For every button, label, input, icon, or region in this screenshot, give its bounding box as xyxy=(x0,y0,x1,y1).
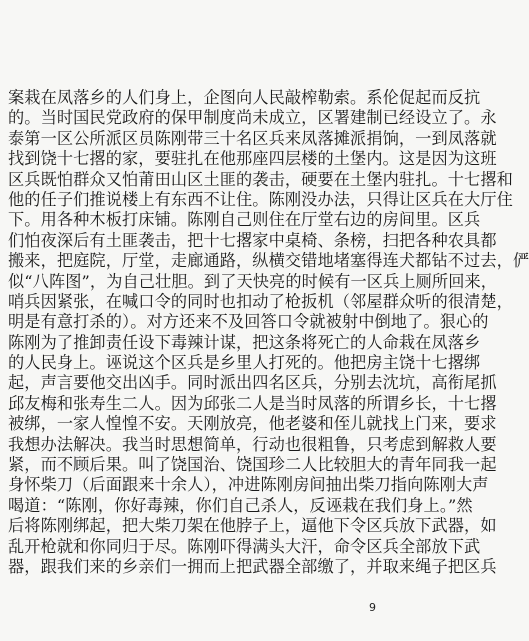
text-line: 身怀柴刀（后面跟来十余人），冲进陈刚房间抽出柴刀指向陈刚大声 xyxy=(8,475,489,495)
text-line: 喝道：“陈刚，你好毒辣，你们自己杀人，反诬栽在我们身上。”然 xyxy=(8,495,473,515)
text-line: 泰第一区公所派区员陈刚带三十名区兵来凤落摊派捐饷，一到凤落就 xyxy=(8,128,497,148)
text-line: 似“八阵图”，为自己壮胆。到了天快亮的时候有一区兵上厕所回来， xyxy=(8,271,498,291)
text-line: 我想办法解决。我当时思想简单，行动也很粗鲁，只考虑到解救人要 xyxy=(8,434,497,454)
text-line: 器，跟我们来的乡亲们一拥而上把武器全部缴了，并取来绳子把区兵 xyxy=(8,556,497,576)
text-line: 的人民身上。诬说这个区兵是乡里人打死的。他把房主饶十七撂绑 xyxy=(8,353,481,373)
text-line: 哨兵因紧张，在喊口令的同时也扣动了枪扳机（邻屋群众听的很清楚， xyxy=(8,291,513,311)
text-line: 明是有意打杀的）。对方还来不及回答口令就被射中倒地了。狠心的 xyxy=(8,312,489,332)
text-line: 找到饶十七撂的家，要驻扎在他那座四层楼的土堡内。这是因为这班 xyxy=(8,149,497,169)
text-line: 们怕夜深后有土匪袭击，把十七撂家中桌椅、条榜，扫把各种农具都 xyxy=(8,230,497,250)
text-line: 紧，而不顾后果。叫了饶国治、饶国珍二人比较胆大的青年同我一起 xyxy=(8,455,497,475)
text-line: 下。用各种木板打床铺。陈刚自己则住在厅堂右边的房间里。区兵 xyxy=(8,210,481,230)
text-line: 他的任子们推说楼上有东西不让住。陈刚没办法，只得让区兵在大厅住 xyxy=(8,189,513,209)
text-line: 陈刚为了推卸责任设下毒辣计谋，把这条将死亡的人命栽在凤落乡 xyxy=(8,332,481,352)
text-line: 邱友梅和张寿生二人。因为邱张二人是当时凤落的所谓乡长，十七撂 xyxy=(8,393,497,413)
text-line: 乱开枪就和你同归于尽。陈刚吓得满头大汗，命令区兵全部放下武 xyxy=(8,536,481,556)
text-line: 被绑，一家人惶惶不安。天刚放亮，他老婆和侄儿就找上门来，要求 xyxy=(8,414,497,434)
text-line: 案栽在凤落乡的人们身上，企图向人民敲榨勒索。系伦促起而反抗 xyxy=(8,88,481,107)
text-line: 区兵既怕群众又怕莆田山区土匪的袭击，硬要在土堡内驻扎。十七撂和 xyxy=(8,169,513,189)
text-line: 起，声言要他交出凶手。同时派出四名区兵，分别去沈坑，高衔尾抓 xyxy=(8,373,497,393)
page-number: 9 xyxy=(369,601,376,614)
text-line: 的。当时国民党政府的保甲制度尚未成立，区署建制已经设立了。永 xyxy=(8,108,497,128)
text-line: 后将陈刚绑起，把大柴刀架在他脖子上，逼他下令区兵放下武器，如 xyxy=(8,516,497,536)
body-text xyxy=(8,88,529,577)
text-line: 搬来，把庭院，厅堂，走廊通路，纵横交错地堵塞得连犬都钻不过去，俨 xyxy=(8,251,529,271)
